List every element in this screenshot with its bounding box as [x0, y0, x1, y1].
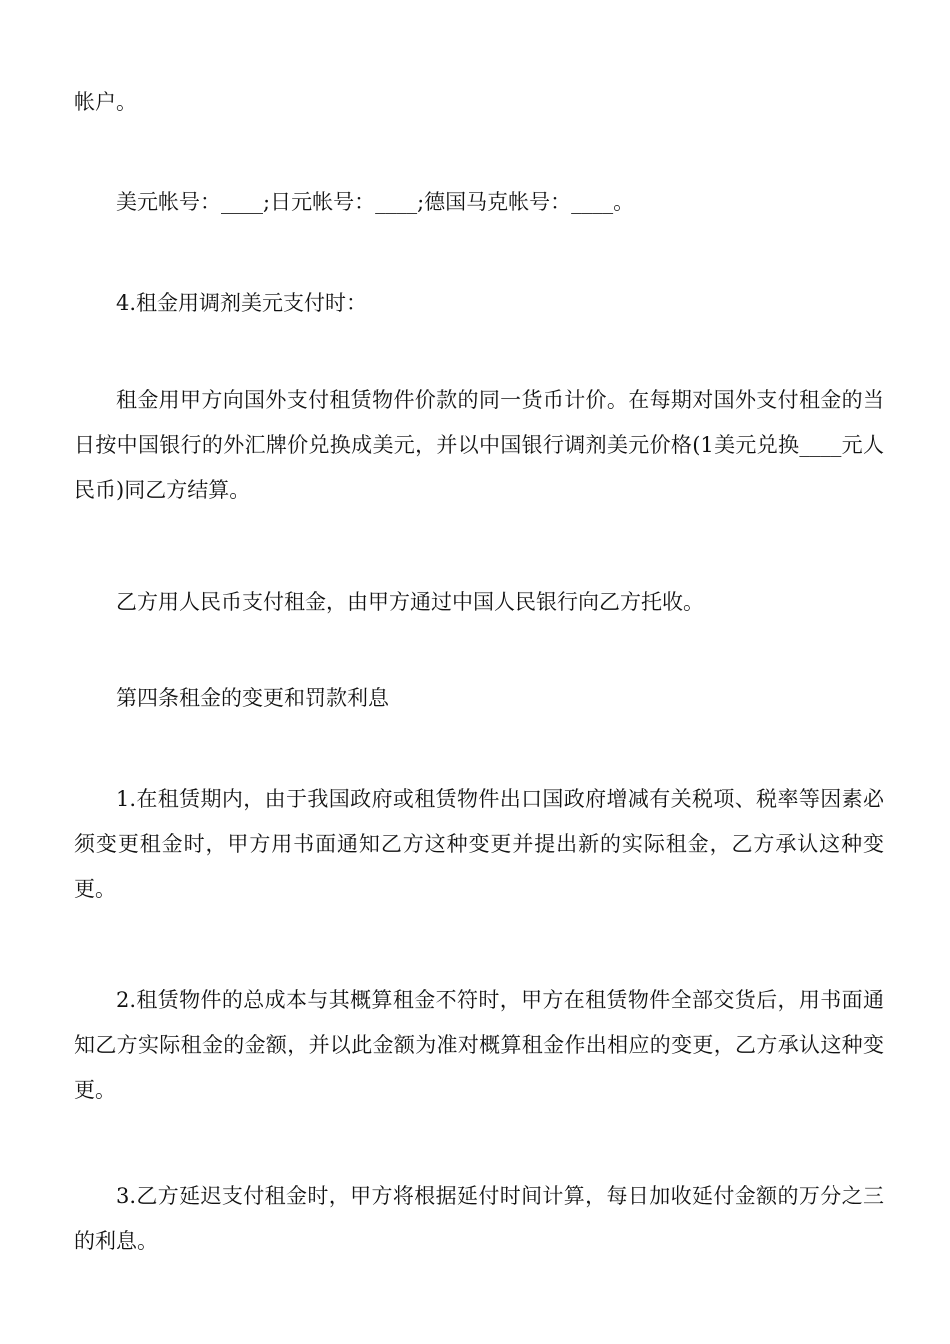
paragraph-account-tail: 帐户。 — [74, 90, 137, 114]
article4-title: 第四条租金的变更和罚款利息 — [116, 686, 389, 710]
paragraph-clause4-heading: 4.租金用调剂美元支付时： — [116, 291, 368, 315]
paragraph-clause-3: 3.乙方延迟支付租金时，甲方将根据延付时间计算，每日加收延付金额的万分之三的利息。 — [74, 1184, 884, 1253]
paragraph-rmb-payment: 乙方用人民币支付租金，由甲方通过中国人民银行向乙方托收。 — [116, 590, 704, 614]
paragraph-account-numbers: 美元帐号：____;日元帐号：____;德国马克帐号：____。 — [116, 190, 635, 214]
paragraph-clause-2: 2.租赁物件的总成本与其概算租金不符时，甲方在租赁物件全部交货后，用书面通知乙方实际租金的金额，并以此金额为准对概算租金作出相应的变更，乙方承认这种变更。 — [74, 988, 884, 1102]
paragraph-pricing: 租金用甲方向国外支付租赁物件价款的同一货币计价。在每期对国外支付租金的当日按中国银行的外汇牌价兑换成美元，并以中国银行调剂美元价格(1美元兑换____元人民币)同乙方结算。 — [74, 388, 884, 502]
paragraph-clause-1: 1.在租赁期内，由于我国政府或租赁物件出口国政府增减有关税项、税率等因素必须变更租金时，甲方用书面通知乙方这种变更并提出新的实际租金，乙方承认这种变更。 — [74, 787, 884, 901]
